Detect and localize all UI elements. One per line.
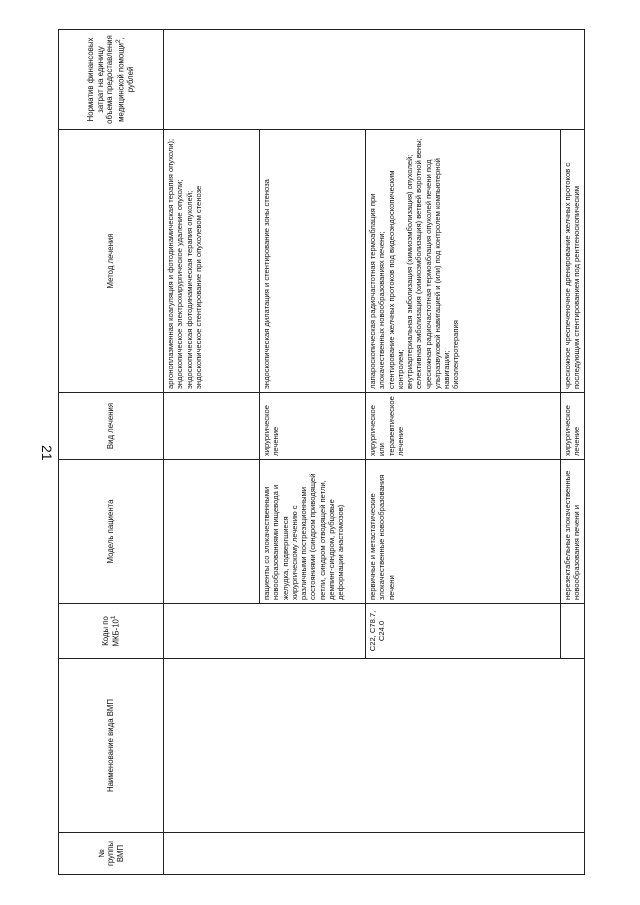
cell-codes <box>561 604 585 659</box>
method-line: эндоскопическое электрохирургическое удаление опухоли; <box>175 179 185 389</box>
header-norm-text: Норматив финансовых затрат на единицу объема предоставления медицинской помощи <box>86 35 126 124</box>
cell-num <box>164 833 585 875</box>
method-line: аргоноплазменная коагуляция и фотодинамическая терапия опухоли); <box>166 138 175 389</box>
header-method: Метод лечения <box>59 130 164 393</box>
cell-name <box>164 659 585 833</box>
cell-method <box>260 130 366 393</box>
header-row <box>59 30 164 875</box>
header-norm <box>59 30 164 130</box>
page-number: 21 <box>39 445 55 461</box>
header-name: Наименование вида ВМП <box>59 659 164 833</box>
header-norm-sup: 2 <box>114 39 122 43</box>
cell-codes <box>164 604 366 659</box>
method-line: эндоскопическая дилатация и стентирование зоны стеноза <box>262 179 271 389</box>
vmp-table <box>58 29 585 875</box>
header-codes <box>59 604 164 659</box>
method-line: стентирование желчных протоков под видеоэндоскопическим контролем; <box>386 170 405 389</box>
cell-method <box>164 130 260 393</box>
method-line: чрескожное чреспеченочное дренирование желчных протоков с последующим стентированием под рентгеноскопическим <box>563 162 582 389</box>
method-line: чрескожная радиочастотная термоаблация опухолей печени под ультразвуковой навигацией и (или) под контролем компьютерной навигации; <box>423 158 451 389</box>
header-codes-sup: 1 <box>110 615 118 620</box>
cell-method <box>366 130 561 393</box>
method-line: эндоскопическая фотодинамическая терапия опухолей; <box>184 190 194 389</box>
cell-model: пациенты со злокачественными новообразованиями пищевода и желудка, подвергшиеся хирургическому лечению с различными постреэкционными состояниями (синдром приводящей петли, синдром отводящей петли, демпинг-синдром, рубцовые деформации анастомозов) <box>260 460 366 604</box>
cell-model: нерезектабельные злокачественные новообразования печени и <box>561 460 585 604</box>
method-line: биоэлектротерапия <box>451 320 461 389</box>
method-line: внутриартериальная эмболизация (химиоэмболизация) опухолей; <box>405 154 414 389</box>
cell-treatment: хирургическое лечение <box>260 393 366 460</box>
header-treatment: Вид лечения <box>59 393 164 460</box>
header-norm-unit: , рублей <box>116 37 136 93</box>
method-line: эндоскопическое стентирование при опухолевом стенозе <box>193 185 203 389</box>
method-line: селективная эмболизация (химиоэмболизация) ветвей воротной вены; <box>414 138 424 389</box>
table-row <box>164 30 260 875</box>
cell-model: первичные и метастатические злокачественные новообразования печени <box>366 460 561 604</box>
rotated-table <box>58 30 580 875</box>
header-codes-text: Коды по МКБ-10 <box>100 616 121 647</box>
rotated-table-wrapper <box>58 30 580 875</box>
header-num: № группы ВМП <box>59 833 164 875</box>
cell-treatment: хирургическое лечение <box>561 393 585 460</box>
cell-norm <box>164 30 585 130</box>
cell-method <box>561 130 585 393</box>
cell-codes: C22, C78.7, C24.0 <box>366 604 561 659</box>
cell-treatment: хирургическое или терапевтическое лечение <box>366 393 561 460</box>
method-line: лапароскопическая радиочастотная термоаблация при злокачественных новообразованиях печени; <box>368 193 387 389</box>
cell-model <box>164 460 260 604</box>
header-model: Модель пациента <box>59 460 164 604</box>
cell-treatment <box>164 393 260 460</box>
